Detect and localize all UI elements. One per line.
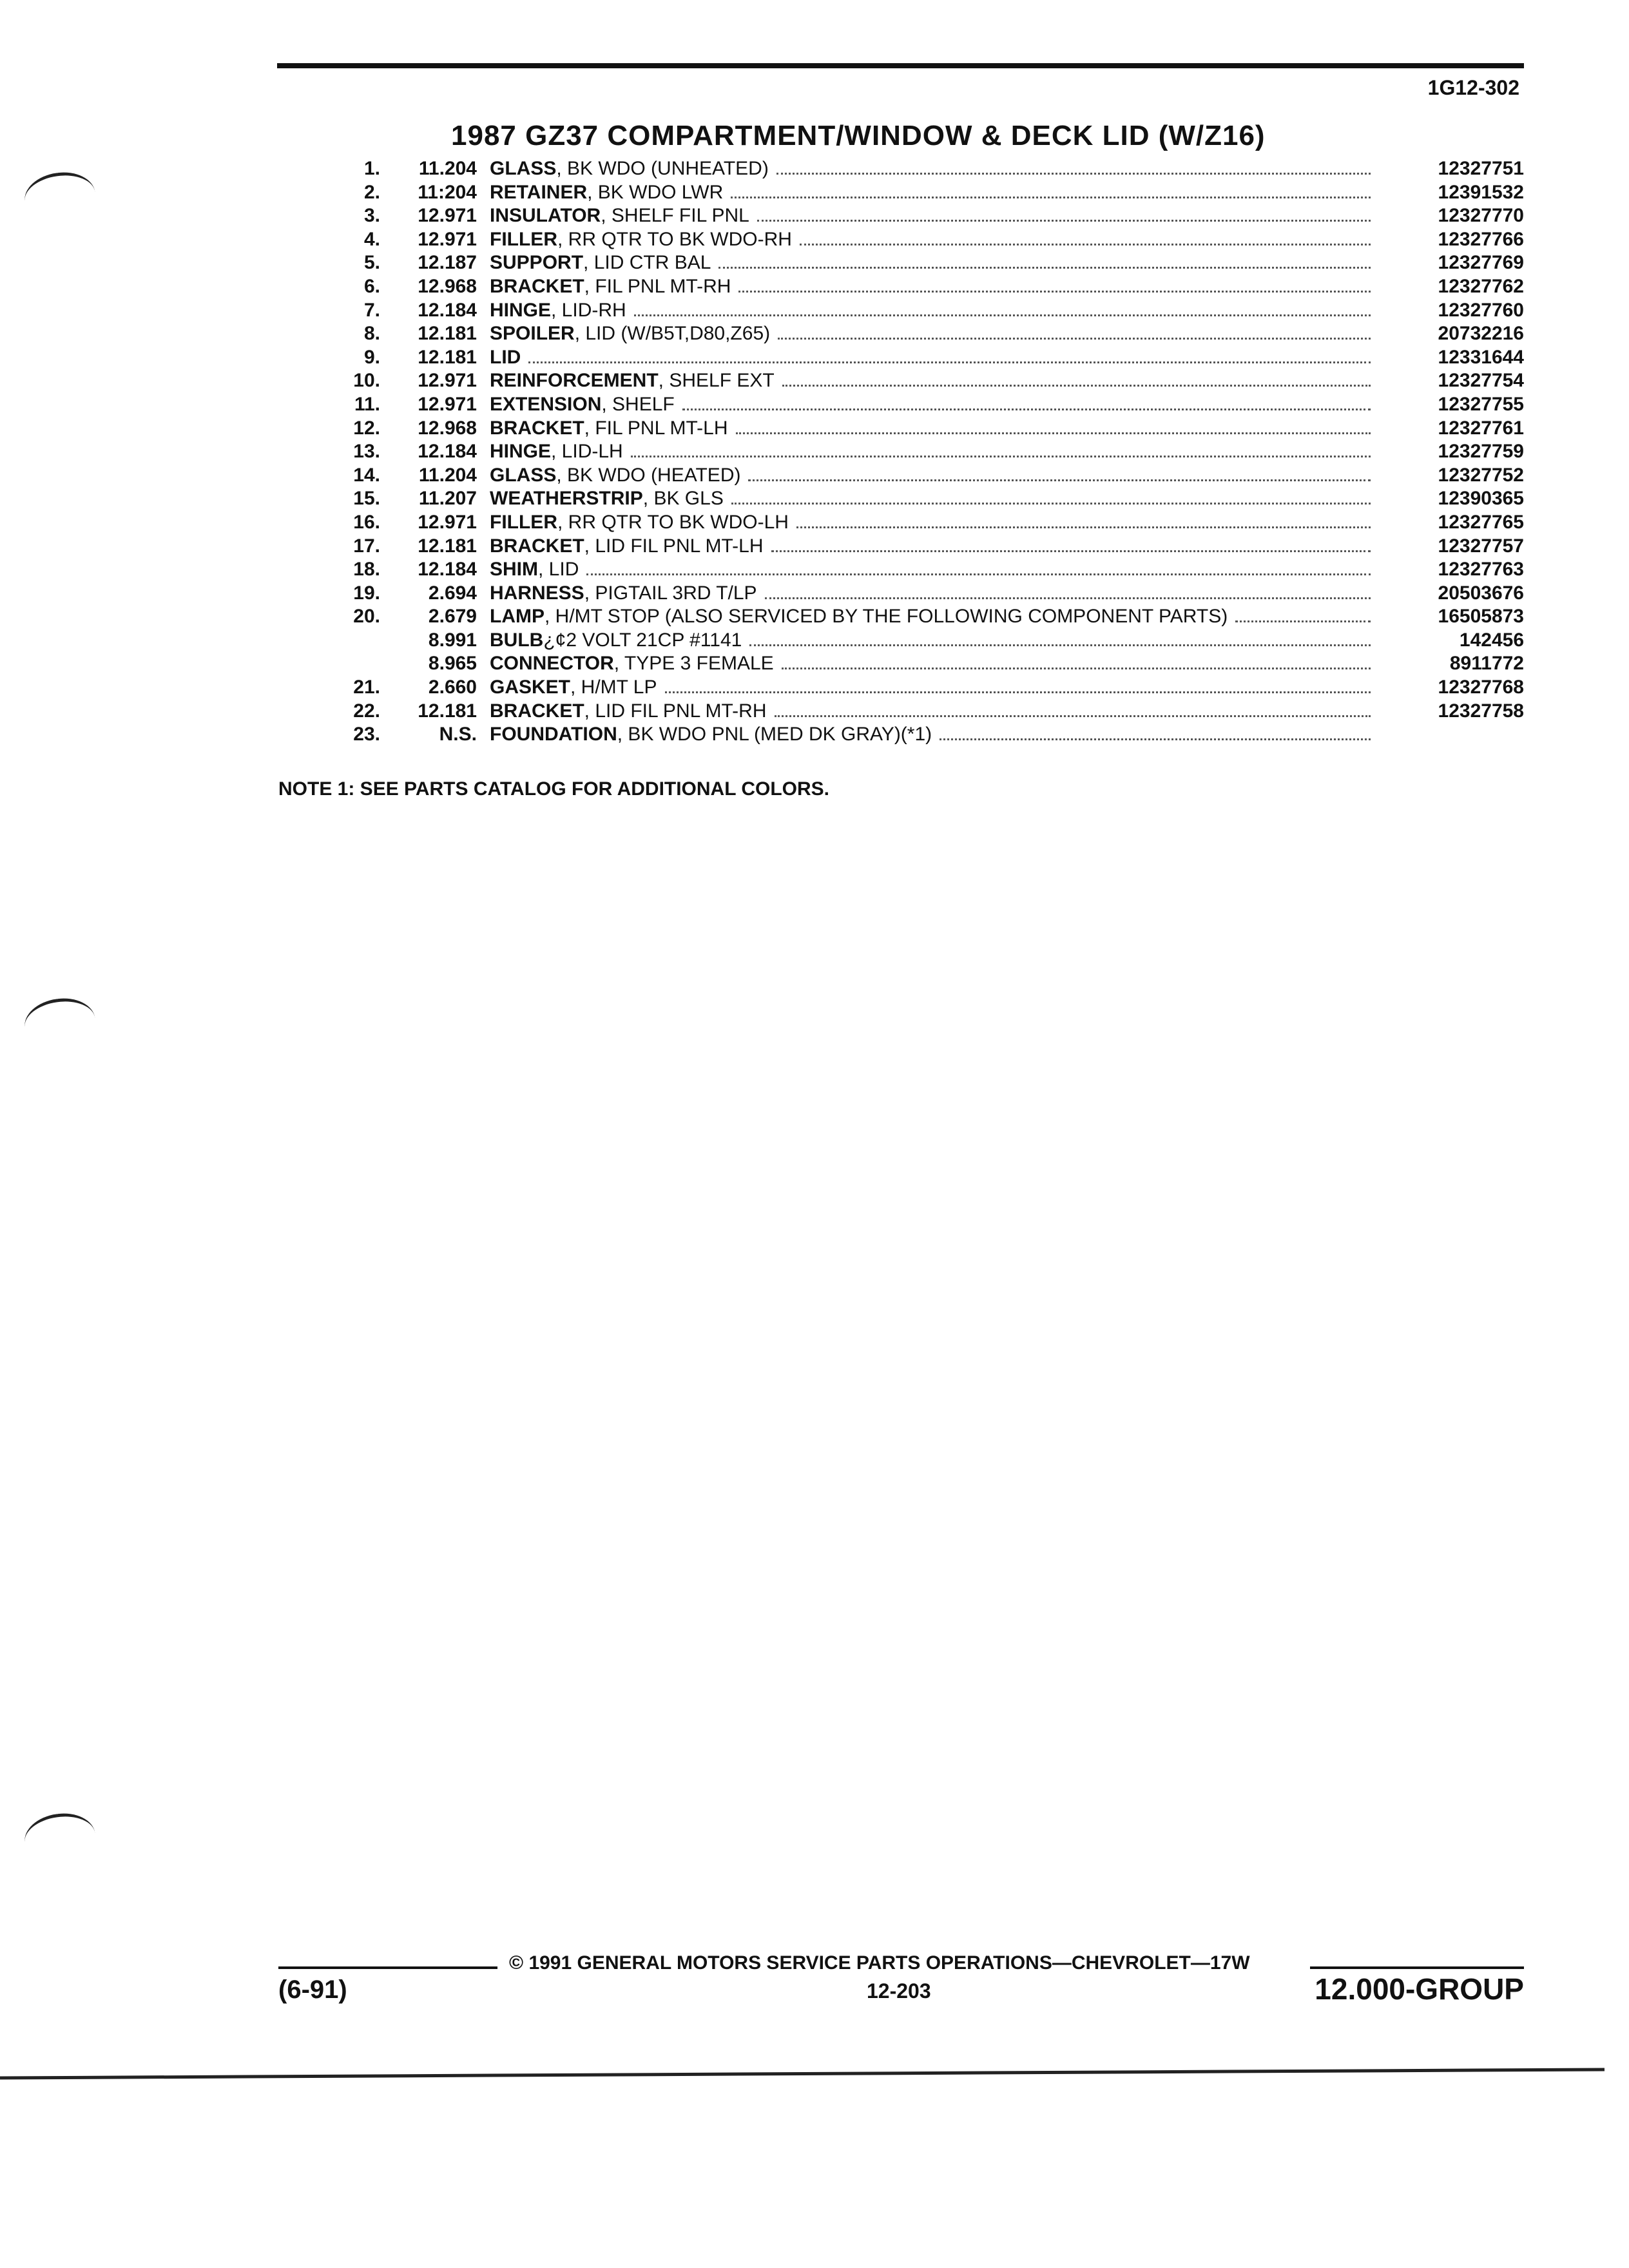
page-title: 1987 GZ37 COMPARTMENT/WINDOW & DECK LID (W/Z16): [451, 120, 1266, 151]
part-row: [335, 181, 1524, 205]
item-number: 23.: [353, 724, 380, 745]
part-description: [490, 582, 1376, 606]
part-number: 12327762: [1438, 275, 1524, 297]
group-number: 11.207: [418, 488, 477, 510]
part-description: [490, 393, 1376, 417]
part-description: [490, 299, 1376, 323]
group-number: 2.694: [428, 582, 477, 604]
group-number: N.S.: [439, 724, 477, 745]
part-number: 12327757: [1438, 535, 1524, 557]
part-detail: , SHELF FIL PNL: [601, 205, 749, 227]
group-number: 12.181: [418, 323, 477, 345]
part-detail: , TYPE 3 FEMALE: [613, 653, 774, 675]
part-name: REINFORCEMENT: [490, 370, 659, 392]
item-number: 1.: [363, 158, 380, 179]
part-row: [335, 393, 1524, 417]
part-row: [335, 346, 1524, 370]
part-description: [490, 629, 1376, 653]
part-description: [490, 417, 1376, 441]
item-number: 2.: [363, 181, 380, 203]
item-number: 19.: [353, 582, 380, 604]
part-description: [490, 228, 1376, 252]
part-name: LAMP: [490, 606, 545, 628]
leader-dots: [682, 408, 1371, 410]
footer-rule-right: [1310, 1966, 1524, 1969]
part-description: [490, 251, 1376, 275]
group-number: 12.181: [418, 346, 477, 368]
part-row: [335, 369, 1524, 393]
group-number: 8.965: [428, 653, 477, 675]
leader-dots: [731, 503, 1371, 505]
part-name: GASKET: [490, 677, 571, 698]
part-row: [335, 558, 1524, 582]
part-detail: , LID (W/B5T,D80,Z65): [574, 323, 771, 345]
part-description: [490, 157, 1376, 181]
header-rule: [277, 63, 1524, 68]
part-number: 12327763: [1438, 559, 1524, 581]
group-number: 12.971: [418, 370, 477, 392]
leader-dots: [778, 338, 1371, 340]
part-detail: , LID FIL PNL MT-LH: [584, 535, 764, 557]
leader-dots: [634, 314, 1371, 316]
leader-dots: [940, 738, 1371, 740]
item-number: 6.: [363, 275, 380, 297]
part-row: [335, 605, 1524, 629]
item-number: 10.: [353, 370, 380, 392]
part-name: BRACKET: [490, 535, 584, 557]
part-number: 12327766: [1438, 228, 1524, 250]
part-detail: , FIL PNL MT-LH: [584, 417, 728, 439]
part-description: [490, 440, 1376, 464]
revision-date: (6-91): [278, 1975, 347, 2004]
item-number: 20.: [353, 606, 380, 628]
group-number: 12.184: [418, 559, 477, 581]
part-detail: , LID-RH: [551, 299, 626, 321]
part-row: [335, 204, 1524, 228]
part-name: GLASS: [490, 158, 557, 179]
group-number: 12.181: [418, 700, 477, 722]
item-number: 5.: [363, 252, 380, 274]
part-detail: , H/MT STOP (ALSO SERVICED BY THE FOLLOWING COMPONENT PARTS): [545, 606, 1228, 628]
part-description: [490, 535, 1376, 559]
footer-rule-left: [278, 1966, 497, 1969]
item-number: 8.: [363, 323, 380, 345]
part-name: INSULATOR: [490, 205, 601, 227]
part-detail: , LID-LH: [551, 441, 623, 463]
item-number: 18.: [353, 559, 380, 581]
group-number: 2.679: [428, 606, 477, 628]
part-row: [335, 652, 1524, 676]
group-number: 12.971: [418, 511, 477, 533]
part-description: [490, 487, 1376, 511]
leader-dots: [528, 361, 1371, 363]
part-name: HINGE: [490, 299, 552, 321]
part-description: [490, 700, 1376, 724]
part-row: [335, 487, 1524, 511]
item-number: 21.: [353, 677, 380, 698]
group-code: 12.000-GROUP: [1315, 1972, 1524, 2006]
part-name: SPOILER: [490, 323, 575, 345]
part-row: [335, 511, 1524, 535]
part-number: 16505873: [1438, 606, 1524, 628]
group-number: 12.971: [418, 205, 477, 227]
part-description: [490, 464, 1376, 488]
leader-dots: [1235, 620, 1371, 622]
part-description: [490, 204, 1376, 228]
part-description: [490, 676, 1376, 700]
part-detail: , BK WDO (UNHEATED): [556, 158, 769, 179]
group-number: 12.968: [418, 417, 477, 439]
leader-dots: [771, 550, 1371, 552]
part-detail: , LID FIL PNL MT-RH: [584, 700, 767, 722]
part-row: [335, 582, 1524, 606]
part-description: [490, 275, 1376, 299]
leader-dots: [631, 456, 1371, 457]
leader-dots: [765, 597, 1371, 599]
part-number: 12327765: [1438, 511, 1524, 533]
part-row: [335, 440, 1524, 464]
part-detail: , BK WDO PNL (MED DK GRAY)(*1): [617, 724, 932, 745]
group-number: 12.971: [418, 393, 477, 415]
binder-hole-mark: [21, 168, 98, 226]
item-number: 4.: [363, 228, 380, 250]
part-row: [335, 275, 1524, 299]
item-number: 9.: [363, 346, 380, 368]
part-detail: , SHELF: [601, 393, 675, 415]
part-row: [335, 535, 1524, 559]
part-number: 12327760: [1438, 299, 1524, 321]
group-number: 11.204: [418, 158, 477, 179]
part-row: [335, 700, 1524, 724]
leader-dots: [796, 526, 1371, 528]
part-name: HINGE: [490, 441, 552, 463]
part-name: FOUNDATION: [490, 724, 617, 745]
part-detail: , RR QTR TO BK WDO-RH: [557, 228, 792, 250]
part-name: BULB: [490, 629, 544, 651]
item-number: 16.: [353, 511, 380, 533]
part-name: SHIM: [490, 559, 538, 581]
part-row: [335, 299, 1524, 323]
group-number: 11.204: [418, 464, 477, 486]
part-description: [490, 511, 1376, 535]
part-description: [490, 346, 1376, 370]
item-number: 12.: [353, 417, 380, 439]
part-description: [490, 322, 1376, 346]
leader-dots: [800, 244, 1371, 245]
part-detail: , H/MT LP: [570, 677, 657, 698]
part-number: 12327752: [1438, 464, 1524, 486]
part-number: 8911772: [1449, 653, 1524, 675]
group-number: 12.968: [418, 275, 477, 297]
leader-dots: [738, 291, 1371, 293]
page-bottom-edge: [0, 2068, 1605, 2079]
part-number: 12390365: [1438, 488, 1524, 510]
leader-dots: [748, 479, 1371, 481]
part-number: 12327758: [1438, 700, 1524, 722]
catalog-note: NOTE 1: SEE PARTS CATALOG FOR ADDITIONAL COLORS.: [278, 778, 830, 800]
group-number: 8.991: [428, 629, 477, 651]
group-number: 12.184: [418, 441, 477, 463]
page-number: 12-203: [867, 1979, 931, 2003]
leader-dots: [757, 220, 1371, 222]
part-detail: , BK WDO (HEATED): [556, 464, 741, 486]
part-row: [335, 417, 1524, 441]
item-number: 11.: [354, 393, 380, 415]
part-description: [490, 605, 1376, 629]
part-name: BRACKET: [490, 417, 584, 439]
part-name: BRACKET: [490, 700, 584, 722]
part-number: 12327770: [1438, 205, 1524, 227]
leader-dots: [749, 644, 1371, 646]
part-name: BRACKET: [490, 275, 584, 297]
part-number: 12327769: [1438, 252, 1524, 274]
part-name: FILLER: [490, 228, 557, 250]
part-name: HARNESS: [490, 582, 584, 604]
leader-dots: [665, 691, 1371, 693]
binder-hole-mark: [21, 1809, 98, 1867]
part-detail: , LID CTR BAL: [583, 252, 711, 274]
part-detail: , PIGTAIL 3RD T/LP: [584, 582, 757, 604]
item-number: 7.: [363, 299, 380, 321]
leader-dots: [782, 385, 1371, 387]
leader-dots: [736, 432, 1371, 434]
part-number: 12327751: [1438, 158, 1524, 179]
part-description: [490, 652, 1376, 676]
leader-dots: [586, 573, 1371, 575]
leader-dots: [731, 197, 1371, 198]
item-number: 13.: [353, 441, 380, 463]
group-number: 12.971: [418, 228, 477, 250]
part-number: 20732216: [1438, 323, 1524, 345]
part-row: [335, 251, 1524, 275]
part-number: 12327768: [1438, 677, 1524, 698]
item-number: 3.: [363, 205, 380, 227]
part-number: 12391532: [1438, 181, 1524, 203]
part-row: [335, 629, 1524, 653]
group-number: 12.181: [418, 535, 477, 557]
leader-dots: [782, 668, 1371, 669]
group-number: 11:204: [418, 181, 477, 203]
part-name: WEATHERSTRIP: [490, 488, 643, 510]
part-row: [335, 228, 1524, 252]
part-description: [490, 723, 1376, 747]
copyright-notice: © 1991 GENERAL MOTORS SERVICE PARTS OPERATIONS—CHEVROLET—17W: [509, 1952, 1250, 1974]
part-detail: , BK GLS: [642, 488, 724, 510]
leader-dots: [776, 173, 1371, 175]
part-row: [335, 464, 1524, 488]
leader-dots: [775, 715, 1371, 717]
item-number: 15.: [353, 488, 380, 510]
part-detail: , RR QTR TO BK WDO-LH: [557, 511, 789, 533]
group-number: 12.184: [418, 299, 477, 321]
part-description: [490, 558, 1376, 582]
part-number: 12327755: [1438, 393, 1524, 415]
part-name: CONNECTOR: [490, 653, 614, 675]
page-code: 1G12-302: [1427, 76, 1519, 99]
group-number: 12.187: [418, 252, 477, 274]
part-detail: ¿¢2 VOLT 21CP #1141: [543, 629, 742, 651]
part-number: 142456: [1459, 629, 1524, 651]
part-detail: , SHELF EXT: [658, 370, 775, 392]
part-row: [335, 322, 1524, 346]
parts-list: [335, 157, 1524, 747]
part-description: [490, 369, 1376, 393]
item-number: 14.: [353, 464, 380, 486]
part-name: FILLER: [490, 511, 557, 533]
part-name: EXTENSION: [490, 393, 602, 415]
part-detail: , BK WDO LWR: [587, 181, 724, 203]
part-name: SUPPORT: [490, 252, 584, 274]
leader-dots: [718, 267, 1371, 269]
part-name: RETAINER: [490, 181, 588, 203]
part-description: [490, 181, 1376, 205]
part-number: 20503676: [1438, 582, 1524, 604]
part-number: 12331644: [1438, 346, 1524, 368]
part-number: 12327759: [1438, 441, 1524, 463]
part-detail: , LID: [538, 559, 579, 581]
part-number: 12327761: [1438, 417, 1524, 439]
part-row: [335, 676, 1524, 700]
part-name: GLASS: [490, 464, 557, 486]
item-number: 17.: [353, 535, 380, 557]
part-detail: , FIL PNL MT-RH: [584, 275, 731, 297]
binder-hole-mark: [21, 994, 98, 1052]
group-number: 2.660: [428, 677, 477, 698]
part-number: 12327754: [1438, 370, 1524, 392]
part-row: [335, 157, 1524, 181]
part-name: LID: [490, 346, 521, 368]
item-number: 22.: [353, 700, 380, 722]
part-row: [335, 723, 1524, 747]
